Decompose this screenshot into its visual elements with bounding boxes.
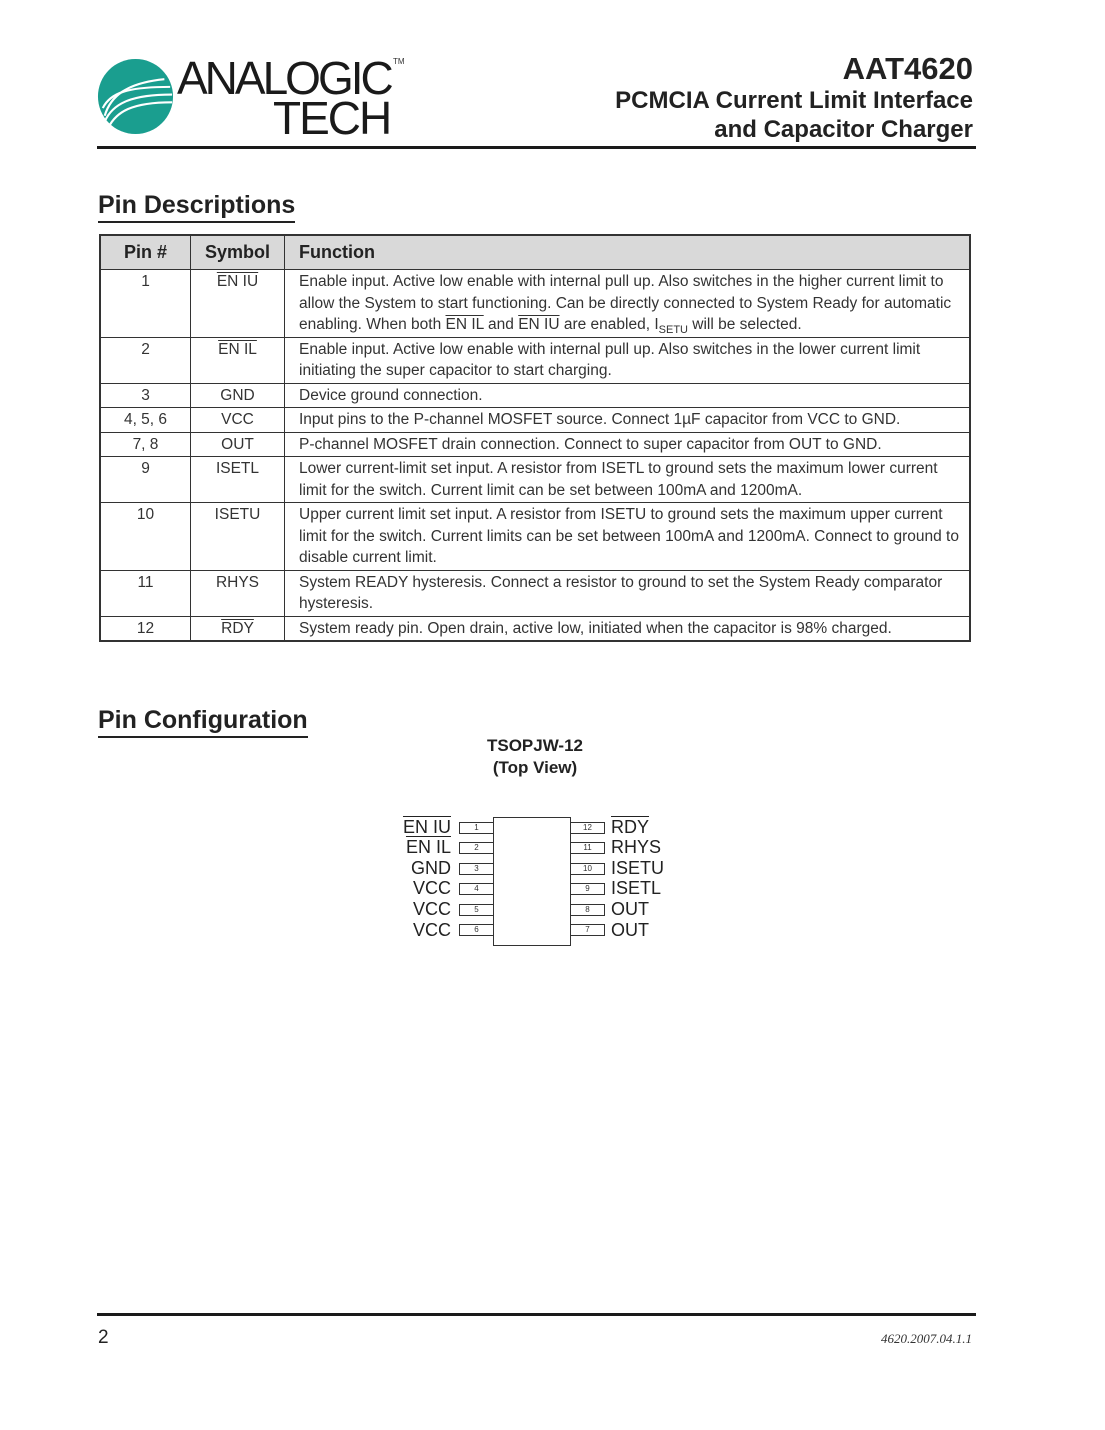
column-header-symbol: Symbol bbox=[191, 235, 285, 270]
pin-box-2: 2 bbox=[459, 842, 494, 854]
pin-function bbox=[285, 270, 971, 338]
pin-label-gnd: GND bbox=[411, 858, 451, 878]
logo-text-tech: TECH bbox=[273, 92, 391, 144]
pin-number: 1 bbox=[100, 270, 191, 338]
pin-symbol: EN IU bbox=[216, 273, 259, 290]
chip-body bbox=[493, 817, 571, 946]
table-row bbox=[100, 503, 970, 571]
pin-number: 2 bbox=[100, 337, 191, 383]
pin-label-vcc: VCC bbox=[412, 920, 451, 940]
package-name: TSOPJW-12 bbox=[486, 736, 583, 755]
pin-number: 12 bbox=[100, 616, 191, 641]
pin-box-9: 9 bbox=[570, 883, 605, 895]
pin-box-6: 6 bbox=[459, 924, 494, 936]
pin-label-out: OUT bbox=[611, 899, 649, 919]
table-row bbox=[100, 432, 970, 457]
header-divider bbox=[97, 146, 976, 149]
table-row bbox=[100, 457, 970, 503]
function-text: are enabled, I bbox=[559, 316, 659, 333]
pin-function: Input pins to the P-channel MOSFET source. Connect 1µF capacitor from VCC to GND. bbox=[285, 408, 971, 433]
logo-text-analogic: ANALOGIC bbox=[177, 52, 391, 104]
pin-descriptions-table bbox=[99, 234, 971, 642]
function-text: and bbox=[483, 316, 519, 333]
function-symbol-en-il: EN IL bbox=[445, 316, 484, 333]
pin-label-isetu: ISETU bbox=[611, 858, 665, 878]
pin-label-out: OUT bbox=[611, 920, 649, 940]
pin-descriptions-heading: Pin Descriptions bbox=[98, 190, 295, 223]
logo-trademark: TM bbox=[393, 57, 405, 66]
pin-number: 10 bbox=[100, 503, 191, 571]
subtitle-line-1: PCMCIA Current Limit Interface bbox=[615, 87, 973, 114]
column-header-pin: Pin # bbox=[100, 235, 191, 270]
pin-function: System READY hysteresis. Connect a resistor to ground to set the System Ready comparator hysteresis. bbox=[285, 570, 971, 616]
pin-box-10: 10 bbox=[570, 863, 605, 875]
pin-box-1: 1 bbox=[459, 822, 494, 834]
pin-number: 3 bbox=[100, 383, 191, 408]
pin-box-12: 12 bbox=[570, 822, 605, 834]
pin-label-en-iu: EN IU bbox=[402, 817, 451, 837]
pin-box-11: 11 bbox=[570, 842, 605, 854]
function-symbol-en-iu: EN IU bbox=[518, 316, 560, 333]
logo-swirl-icon bbox=[97, 58, 174, 135]
pin-label-vcc: VCC bbox=[412, 899, 451, 919]
part-number: AAT4620 bbox=[842, 51, 973, 86]
pin-label-rdy: $\overline{RDY}$ bbox=[611, 817, 650, 837]
pin-box-5: 5 bbox=[459, 904, 494, 916]
pin-label-en-il: EN IL bbox=[405, 837, 451, 857]
package-view: (Top View) bbox=[492, 758, 578, 777]
function-subscript: SETU bbox=[658, 324, 688, 336]
function-text: will be selected. bbox=[687, 316, 802, 333]
pin-symbol: ISETL bbox=[191, 457, 285, 503]
table-row bbox=[100, 270, 970, 338]
pin-number: 7, 8 bbox=[100, 432, 191, 457]
pin-label-isetl: ISETL bbox=[611, 878, 662, 898]
pin-number: 9 bbox=[100, 457, 191, 503]
pin-function: Upper current limit set input. A resistor from ISETU to ground sets the maximum upper current limit for the switch. Current limits can be set between 100mA and 1200mA. Connect to ground to disable current limit. bbox=[285, 503, 971, 571]
pin-symbol: VCC bbox=[191, 408, 285, 433]
pin-number: 11 bbox=[100, 570, 191, 616]
table-header-row bbox=[100, 235, 970, 270]
table-row bbox=[100, 408, 970, 433]
column-header-function: Function bbox=[285, 235, 971, 270]
pin-function: Device ground connection. bbox=[285, 383, 971, 408]
table-row bbox=[100, 616, 970, 641]
subtitle-line-2: and Capacitor Charger bbox=[714, 116, 973, 143]
pin-label-vcc: VCC bbox=[412, 878, 451, 898]
pin-symbol: RHYS bbox=[191, 570, 285, 616]
pin-box-4: 4 bbox=[459, 883, 494, 895]
pin-configuration-heading: Pin Configuration bbox=[98, 705, 308, 738]
footer-divider bbox=[97, 1313, 976, 1316]
function-text: Enable input. Active low enable with internal pull up. Also switches in the higher current limit to allow the System to start functioning. Can be directly connected to System Ready for automatic enabling. When both bbox=[299, 273, 952, 333]
pin-symbol: GND bbox=[191, 383, 285, 408]
package-title bbox=[440, 735, 630, 779]
pin-symbol: OUT bbox=[191, 432, 285, 457]
pin-box-7: 7 bbox=[570, 924, 605, 936]
pin-function: System ready pin. Open drain, active low, initiated when the capacitor is 98% charged. bbox=[285, 616, 971, 641]
pin-number: 4, 5, 6 bbox=[100, 408, 191, 433]
pin-box-3: 3 bbox=[459, 863, 494, 875]
table-row bbox=[100, 570, 970, 616]
pin-function: Enable input. Active low enable with internal pull up. Also switches in the lower current limit initiating the super capacitor to start charging. bbox=[285, 337, 971, 383]
pin-function: P-channel MOSFET drain connection. Connect to super capacitor from OUT to GND. bbox=[285, 432, 971, 457]
document-code: 4620.2007.04.1.1 bbox=[881, 1331, 972, 1346]
pin-symbol: EN IL bbox=[218, 340, 257, 358]
document-title-block bbox=[615, 52, 973, 144]
analogictech-logo bbox=[97, 52, 417, 144]
pin-symbol: $\overline{RDY}$ bbox=[221, 619, 254, 637]
page-number: 2 bbox=[98, 1327, 109, 1348]
table-row bbox=[100, 383, 970, 408]
table-row bbox=[100, 337, 970, 383]
pin-box-8: 8 bbox=[570, 904, 605, 916]
pin-label-rhys: RHYS bbox=[611, 837, 662, 857]
pin-symbol: ISETU bbox=[191, 503, 285, 571]
pin-function: Lower current-limit set input. A resistor from ISETL to ground sets the maximum lower current limit for the switch. Current limit can be set between 100mA and 1200mA. bbox=[285, 457, 971, 503]
